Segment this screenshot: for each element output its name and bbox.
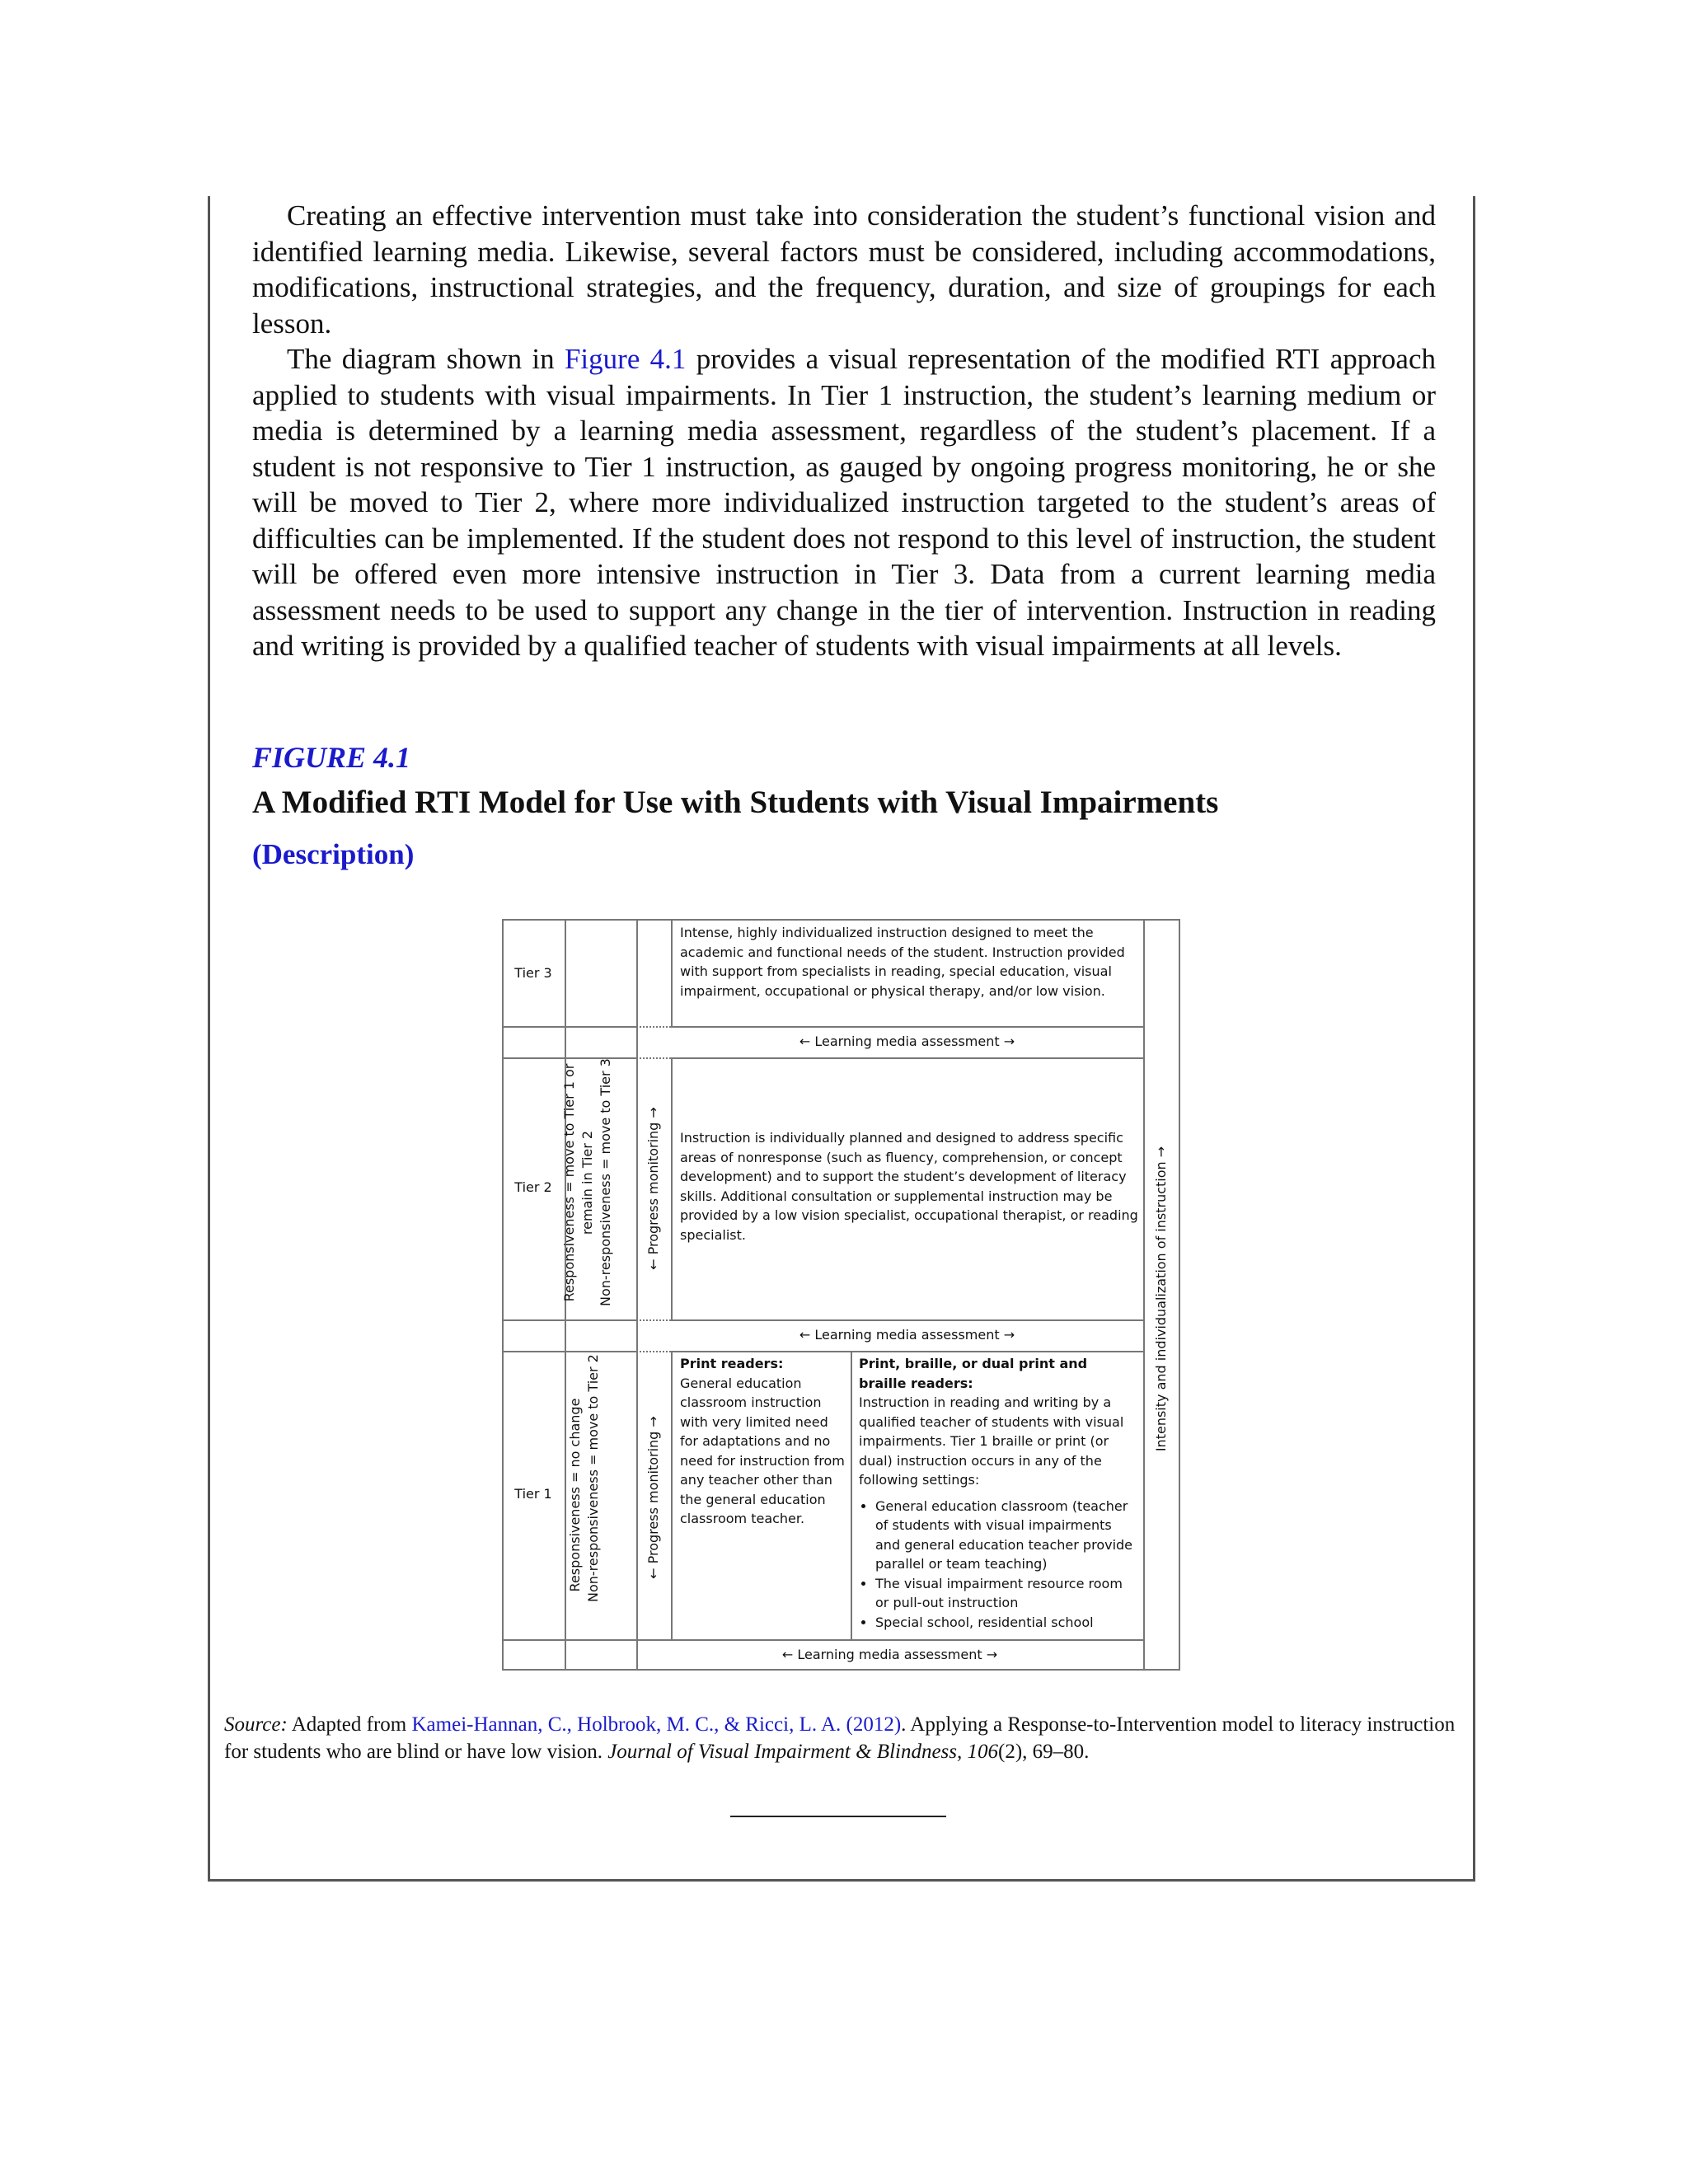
learning-media-assessment-tier1: ← Learning media assessment →	[781, 1647, 998, 1662]
grid-line	[636, 1057, 671, 1059]
grid-line	[502, 1639, 1143, 1641]
grid-line	[671, 1319, 1143, 1321]
list-item: • General education classroom (teacher of students with visual impairments and general education teacher provide parallel or team teaching)	[875, 1497, 1139, 1574]
grid-line	[671, 919, 673, 1026]
paragraph-1: Creating an effective intervention must take into consideration the student’s functional vision and identified learning media. Likewise, several factors must be considered, including accommodations, modifications, instructional strategies, and the frequency, duration, and size of groupings for each lesson.	[252, 199, 1436, 340]
rti-diagram	[502, 919, 1180, 1671]
paragraph-2-rest: provides a visual representation of the modified RTI approach applied to students with visual impairments. In Tier 1 instruction, the student’s learning medium or media is determined by a learning media assessment, regardless of the student’s placement. If a student is not responsive to Tier 1 instruction, as gauged by ongoing progress monitoring, he or she will be moved to Tier 2, where more individualized instruction targeted to the student’s areas of difficulties can be implemented. If the student does not respond to this level of instruction, the student will be offered even more intensive instruction in Tier 3. Data from a current learning media assessment needs to be used to support any change in the tier of intervention. Instruction in reading and writing is provided by a qualified teacher of students with visual impairments at all levels.	[252, 343, 1436, 662]
grid-line	[502, 1669, 1180, 1671]
tier-2-responsiveness-line2: remain in Tier 2	[579, 1130, 595, 1235]
grid-line	[671, 1057, 673, 1319]
tier-3-description: Intense, highly individualized instruction designed to meet the academic and functional needs of the student. Instruction provided with support from specialists in reading, special education, visual impairment, occupational or physical therapy, and/or low vision.	[680, 925, 1125, 999]
grid-line	[636, 1026, 638, 1057]
tier-2-description: Instruction is individually planned and designed to address specific areas of nonresponse (such as fluency, comprehension, or concept development) and to support the student’s development of literacy skills. Additional consultation or supplemental instruction may be provided by a low vision specialist, occupational therapist, or reading specialist.	[680, 1130, 1138, 1243]
braille-readers-block	[859, 1354, 1139, 1632]
tier-1-responsiveness: Responsiveness = no change	[567, 1398, 583, 1592]
grid-line	[502, 919, 1180, 921]
list-item: • The visual impairment resource room or pull-out instruction	[875, 1574, 1139, 1613]
grid-line	[1179, 919, 1180, 1671]
source-label: Source:	[224, 1713, 288, 1736]
tier-2-nonresponsiveness: Non-responsiveness = move to Tier 3	[598, 1058, 613, 1306]
list-item: • Special school, residential school	[875, 1613, 1139, 1633]
tier-2-responsiveness-note	[560, 1059, 615, 1306]
grid-line	[851, 1351, 852, 1639]
progress-monitoring-tier1: ← Progress monitoring →	[645, 1416, 661, 1579]
figure-title: A Modified RTI Model for Use with Students with Visual Impairments	[252, 785, 1219, 820]
source-title: . Applying a Response-to-Intervention model to literacy instruction for students who are blind or have low vision.	[224, 1713, 1456, 1763]
braille-readers-heading: Print, braille, or dual print and braille readers:	[859, 1356, 1088, 1391]
source-citation	[224, 1711, 1461, 1765]
learning-media-assessment-tier3: ← Learning media assessment →	[799, 1033, 1015, 1049]
grid-line	[636, 1351, 671, 1352]
figure-label: FIGURE 4.1	[252, 741, 411, 774]
description-link[interactable]: (Description)	[252, 838, 415, 870]
grid-line	[671, 1351, 1143, 1352]
grid-line	[502, 1351, 636, 1352]
grid-line	[671, 1351, 673, 1639]
citation-link[interactable]: Kamei-Hannan, C., Holbrook, M. C., & Ricci, L. A. (2012)	[411, 1713, 902, 1736]
source-prefix: Adapted from	[287, 1713, 412, 1736]
tier-2-responsiveness-line1: Responsiveness = move to Tier 1 or	[561, 1063, 577, 1302]
grid-line	[671, 1057, 1143, 1059]
grid-line	[1143, 919, 1145, 1671]
tier-3-label: Tier 3	[514, 965, 552, 981]
tier-1-nonresponsiveness: Non-responsiveness = move to Tier 2	[585, 1354, 601, 1602]
print-readers-block	[680, 1354, 846, 1529]
grid-line	[502, 1026, 636, 1028]
grid-line	[636, 1319, 638, 1351]
progress-monitoring-tier2: ← Progress monitoring →	[645, 1107, 661, 1270]
grid-line	[502, 1319, 636, 1321]
grid-line	[636, 1026, 671, 1028]
section-divider	[730, 1816, 946, 1817]
intensity-label: Intensity and individualization of instruction →	[1153, 1146, 1169, 1452]
print-readers-text: General education classroom instruction with very limited need for adaptations and no need for instruction from any teacher other than the general education classroom teacher.	[680, 1375, 845, 1526]
tier-2-label: Tier 2	[514, 1179, 552, 1195]
learning-media-assessment-tier2: ← Learning media assessment →	[799, 1327, 1015, 1343]
grid-line	[502, 919, 504, 1671]
grid-line	[636, 1319, 671, 1321]
settings-list	[859, 1497, 1139, 1633]
figure-4-1-link[interactable]: Figure 4.1	[564, 343, 687, 375]
grid-line	[671, 1026, 1143, 1028]
tier-1-responsiveness-note	[566, 1354, 603, 1602]
paragraph-2-start: The diagram shown in	[287, 343, 565, 375]
journal-name: Journal of Visual Impairment & Blindness, 106	[607, 1741, 999, 1763]
body-text	[252, 198, 1436, 664]
print-readers-heading: Print readers:	[680, 1356, 784, 1371]
tier-1-label: Tier 1	[514, 1486, 552, 1502]
paragraph-2	[252, 341, 1436, 664]
journal-issue: (2), 69–80.	[998, 1741, 1090, 1763]
braille-readers-text: Instruction in reading and writing by a qualified teacher of students with visual impairments. Tier 1 braille or print (or dual) instruction occurs in any of the following settings:	[859, 1394, 1124, 1488]
